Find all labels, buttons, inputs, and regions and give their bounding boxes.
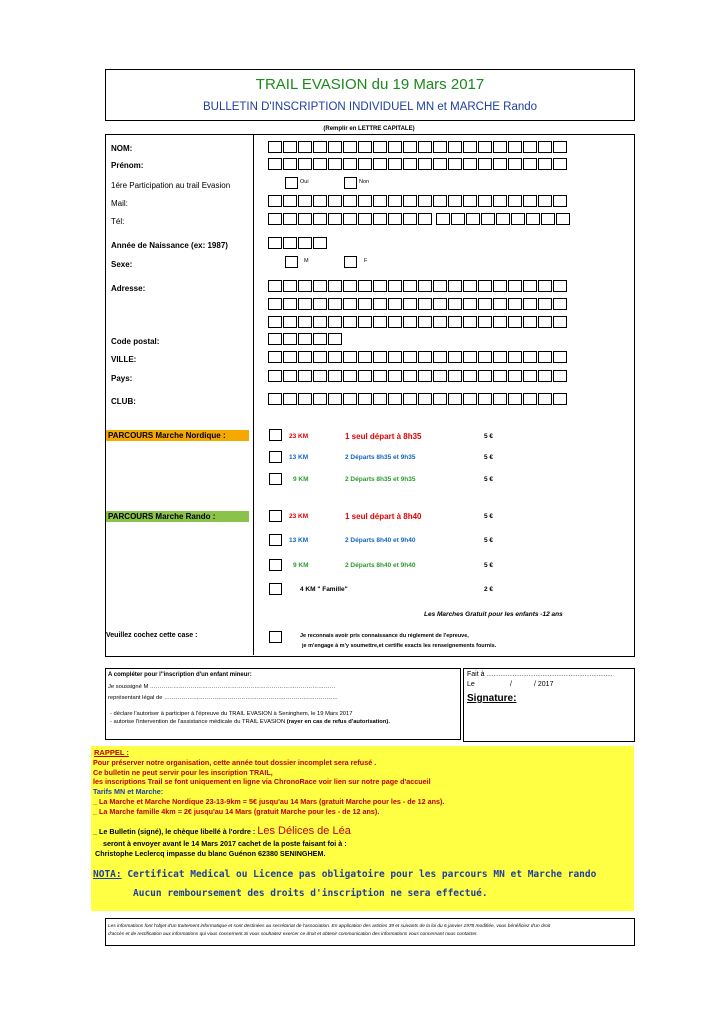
nota-text: Certificat Medical ou Licence pas obligatoire pour les parcours MN et Marche rando [121, 869, 597, 880]
check-rules-label: Veuillez cochez cette case : [106, 632, 198, 639]
adresse-label: Adresse: [111, 284, 146, 293]
parcours-rando-label: PARCOURS Marche Rando : [106, 511, 249, 522]
prenom-label: Prénom: [111, 161, 144, 170]
minor-line-2: représentant légal de ……………………………………………………………………………… [108, 695, 338, 701]
rando-9km-price: 5 € [484, 562, 494, 569]
fait-a: Fait à ……………………………………………… [467, 671, 613, 678]
adresse-field-3[interactable] [268, 316, 568, 328]
rando-9km-label: 9 KM [293, 562, 309, 569]
rappel-line-6: _ La Marche famille 4km = 2€ jusqu'au 14 Mars (gratuit Marche pour les - de 12 ans). [93, 807, 380, 816]
code-postal-label: Code postal: [111, 337, 160, 346]
minor-line-4 [110, 719, 390, 725]
rando-4km-label: 4 KM " Famille" [300, 586, 348, 593]
nordique-23km-depart: 1 seul départ à 8h35 [345, 432, 422, 441]
tel-field-1[interactable] [268, 213, 433, 225]
rando-23km-label: 23 KM [289, 513, 309, 520]
form-divider [253, 134, 254, 655]
minor-line-4a: - autorise l'intervention de l'assistance médicale du TRAIL EVASION [110, 719, 287, 725]
rappel-line-8: seront à envoyer avant le 14 Mars 2017 cachet de la poste faisant foi à : [103, 839, 347, 848]
minor-box [105, 668, 461, 740]
rando-13km-depart: 2 Départs 8h40 et 9h40 [345, 537, 416, 544]
rules-text-1: Je reconnais avoir pris connaissance du réglement de l'epreuve, [300, 633, 469, 639]
legal-line-1: Les informations font l'objet d'un traitement informatique et sont destinées au secrétariat de l'association. En application des articles 39 et suivants de la loi du 6 janvier 1978 modifiée, vous bénéficiez d'un droit [108, 924, 551, 929]
prenom-field[interactable] [268, 158, 568, 170]
adresse-field-2[interactable] [268, 298, 568, 310]
rappel-box [91, 746, 634, 911]
minor-line-1: Je soussigné M …………………………………………………………………………………… [108, 684, 336, 690]
fait-le: Le [467, 681, 475, 688]
rando-9km-checkbox[interactable] [269, 559, 282, 571]
birth-year-field[interactable] [268, 237, 328, 249]
tel-field-2[interactable] [436, 213, 571, 225]
sexe-f-label: F [364, 258, 368, 264]
rando-13km-checkbox[interactable] [269, 534, 282, 546]
delices-de-lea: Les Délices de Léa [257, 825, 351, 837]
fait-year: / 2017 [534, 681, 554, 688]
oui-checkbox[interactable] [285, 177, 298, 189]
sexe-label: Sexe: [111, 260, 133, 269]
parcours-nordique-label: PARCOURS Marche Nordique : [106, 430, 249, 441]
nordique-9km-checkbox[interactable] [269, 473, 282, 485]
rappel-line-9: Christophe Leclercq impasse du blanc Guénon 62380 SENINGHEM. [95, 849, 326, 858]
sexe-m-checkbox[interactable] [285, 256, 298, 268]
nordique-9km-depart: 2 Départs 8h35 et 9h35 [345, 476, 416, 483]
nota-line-2: Aucun remboursement des droits d'inscription ne sera effectué. [133, 888, 488, 899]
sexe-f-checkbox[interactable] [344, 256, 357, 268]
nordique-13km-label: 13 KM [289, 454, 309, 461]
signature-label: Signature: [467, 693, 517, 704]
non-label: Non [359, 179, 370, 185]
rando-4km-price: 2 € [484, 586, 494, 593]
page-title: TRAIL EVASION du 19 Mars 2017 [255, 76, 485, 93]
nota-line [93, 869, 596, 880]
rappel-line-3: les inscriptions Trail se font uniquement en ligne via ChronoRace voir lien sur notre page d'accueil [93, 777, 431, 786]
rando-9km-depart: 2 Départs 8h40 et 9h40 [345, 562, 416, 569]
page-subtitle: BULLETIN D'INSCRIPTION INDIVIDUEL MN et MARCHE Rando [202, 101, 538, 113]
non-checkbox[interactable] [344, 177, 357, 189]
nota-label: NOTA: [93, 869, 122, 880]
nom-label: NOM: [111, 144, 133, 153]
mail-field[interactable] [268, 195, 568, 207]
rando-23km-depart: 1 seul départ à 8h40 [345, 512, 422, 521]
nordique-23km-label: 23 KM [289, 433, 309, 440]
club-label: CLUB: [111, 397, 136, 406]
rando-13km-label: 13 KM [289, 537, 309, 544]
rappel-line-4: Tarifs MN et Marche: [93, 787, 164, 796]
sexe-m-label: M [304, 258, 309, 264]
nordique-13km-depart: 2 Départs 8h35 et 9h35 [345, 454, 416, 461]
adresse-field-1[interactable] [268, 280, 568, 292]
rappel-line-7a: _ Le Bulletin (signé), le chèque libellé à l'ordre : [93, 827, 258, 836]
code-postal-field[interactable] [268, 333, 343, 345]
nordique-23km-checkbox[interactable] [269, 429, 282, 441]
rules-text-2: je m'engage à m'y soumettre,et certifie exacts les renseignements fournis. [302, 643, 497, 649]
capital-letters-note: (Remplir en LETTRE CAPITALE) [323, 126, 415, 132]
rappel-line-1: Pour préserver notre organisation, cette année tout dossier incomplet sera refusé . [93, 758, 377, 767]
club-field[interactable] [268, 393, 568, 405]
pays-label: Pays: [111, 374, 133, 383]
rando-23km-checkbox[interactable] [269, 510, 282, 522]
nom-field[interactable] [268, 141, 568, 153]
fait-slash: / [510, 681, 512, 688]
header-box [105, 69, 635, 121]
minor-line-3: - déclare l'autoriser à participer à l'épreuve du TRAIL EVASION à Seninghem, le 19 Mars 2017 [110, 711, 353, 717]
minor-title: A compléter pour l''inscription d'un enfant mineur: [108, 672, 252, 678]
rules-checkbox[interactable] [269, 631, 282, 643]
signature-box [463, 668, 635, 742]
rappel-line-5: _ La Marche et Marche Nordique 23-13-9km = 5€ jusqu'au 14 Mars (gratuit Marche pour les - de 12 ans). [93, 797, 445, 806]
rando-4km-checkbox[interactable] [269, 583, 282, 595]
rappel-title: RAPPEL : [94, 748, 129, 757]
ville-field[interactable] [268, 351, 568, 363]
legal-footer-box [105, 918, 635, 946]
rando-13km-price: 5 € [484, 537, 494, 544]
oui-label: Oui [300, 179, 309, 185]
minor-line-4b: (rayer en cas de refus d'autorisation). [286, 719, 390, 725]
nordique-9km-price: 5 € [484, 476, 494, 483]
nordique-13km-price: 5 € [484, 454, 494, 461]
gratuit-note: Les Marches Gratuit pour les enfants -12 ans [424, 611, 563, 618]
nordique-13km-checkbox[interactable] [269, 451, 282, 463]
mail-label: Mail: [111, 199, 128, 208]
nordique-9km-label: 9 KM [293, 476, 309, 483]
rappel-line-2: Ce bulletin ne peut servir pour les inscription TRAIL, [93, 768, 273, 777]
legal-line-2: d'accès et de rectification aux informations qui vous concernent.Si vous souhaitez exercer ce droit et obtenir communication des informations vous concernant nous contacter. [108, 932, 478, 937]
ville-label: VILLE: [111, 355, 137, 364]
nordique-23km-price: 5 € [484, 433, 494, 440]
tel-label: Tél: [111, 217, 125, 226]
birth-year-label: Année de Naissance (ex: 1987) [111, 241, 228, 250]
rando-23km-price: 5 € [484, 513, 494, 520]
first-participation-label: 1ére Participation au trail Evasion [111, 181, 231, 190]
pays-field[interactable] [268, 370, 568, 382]
rappel-line-7 [93, 825, 351, 837]
